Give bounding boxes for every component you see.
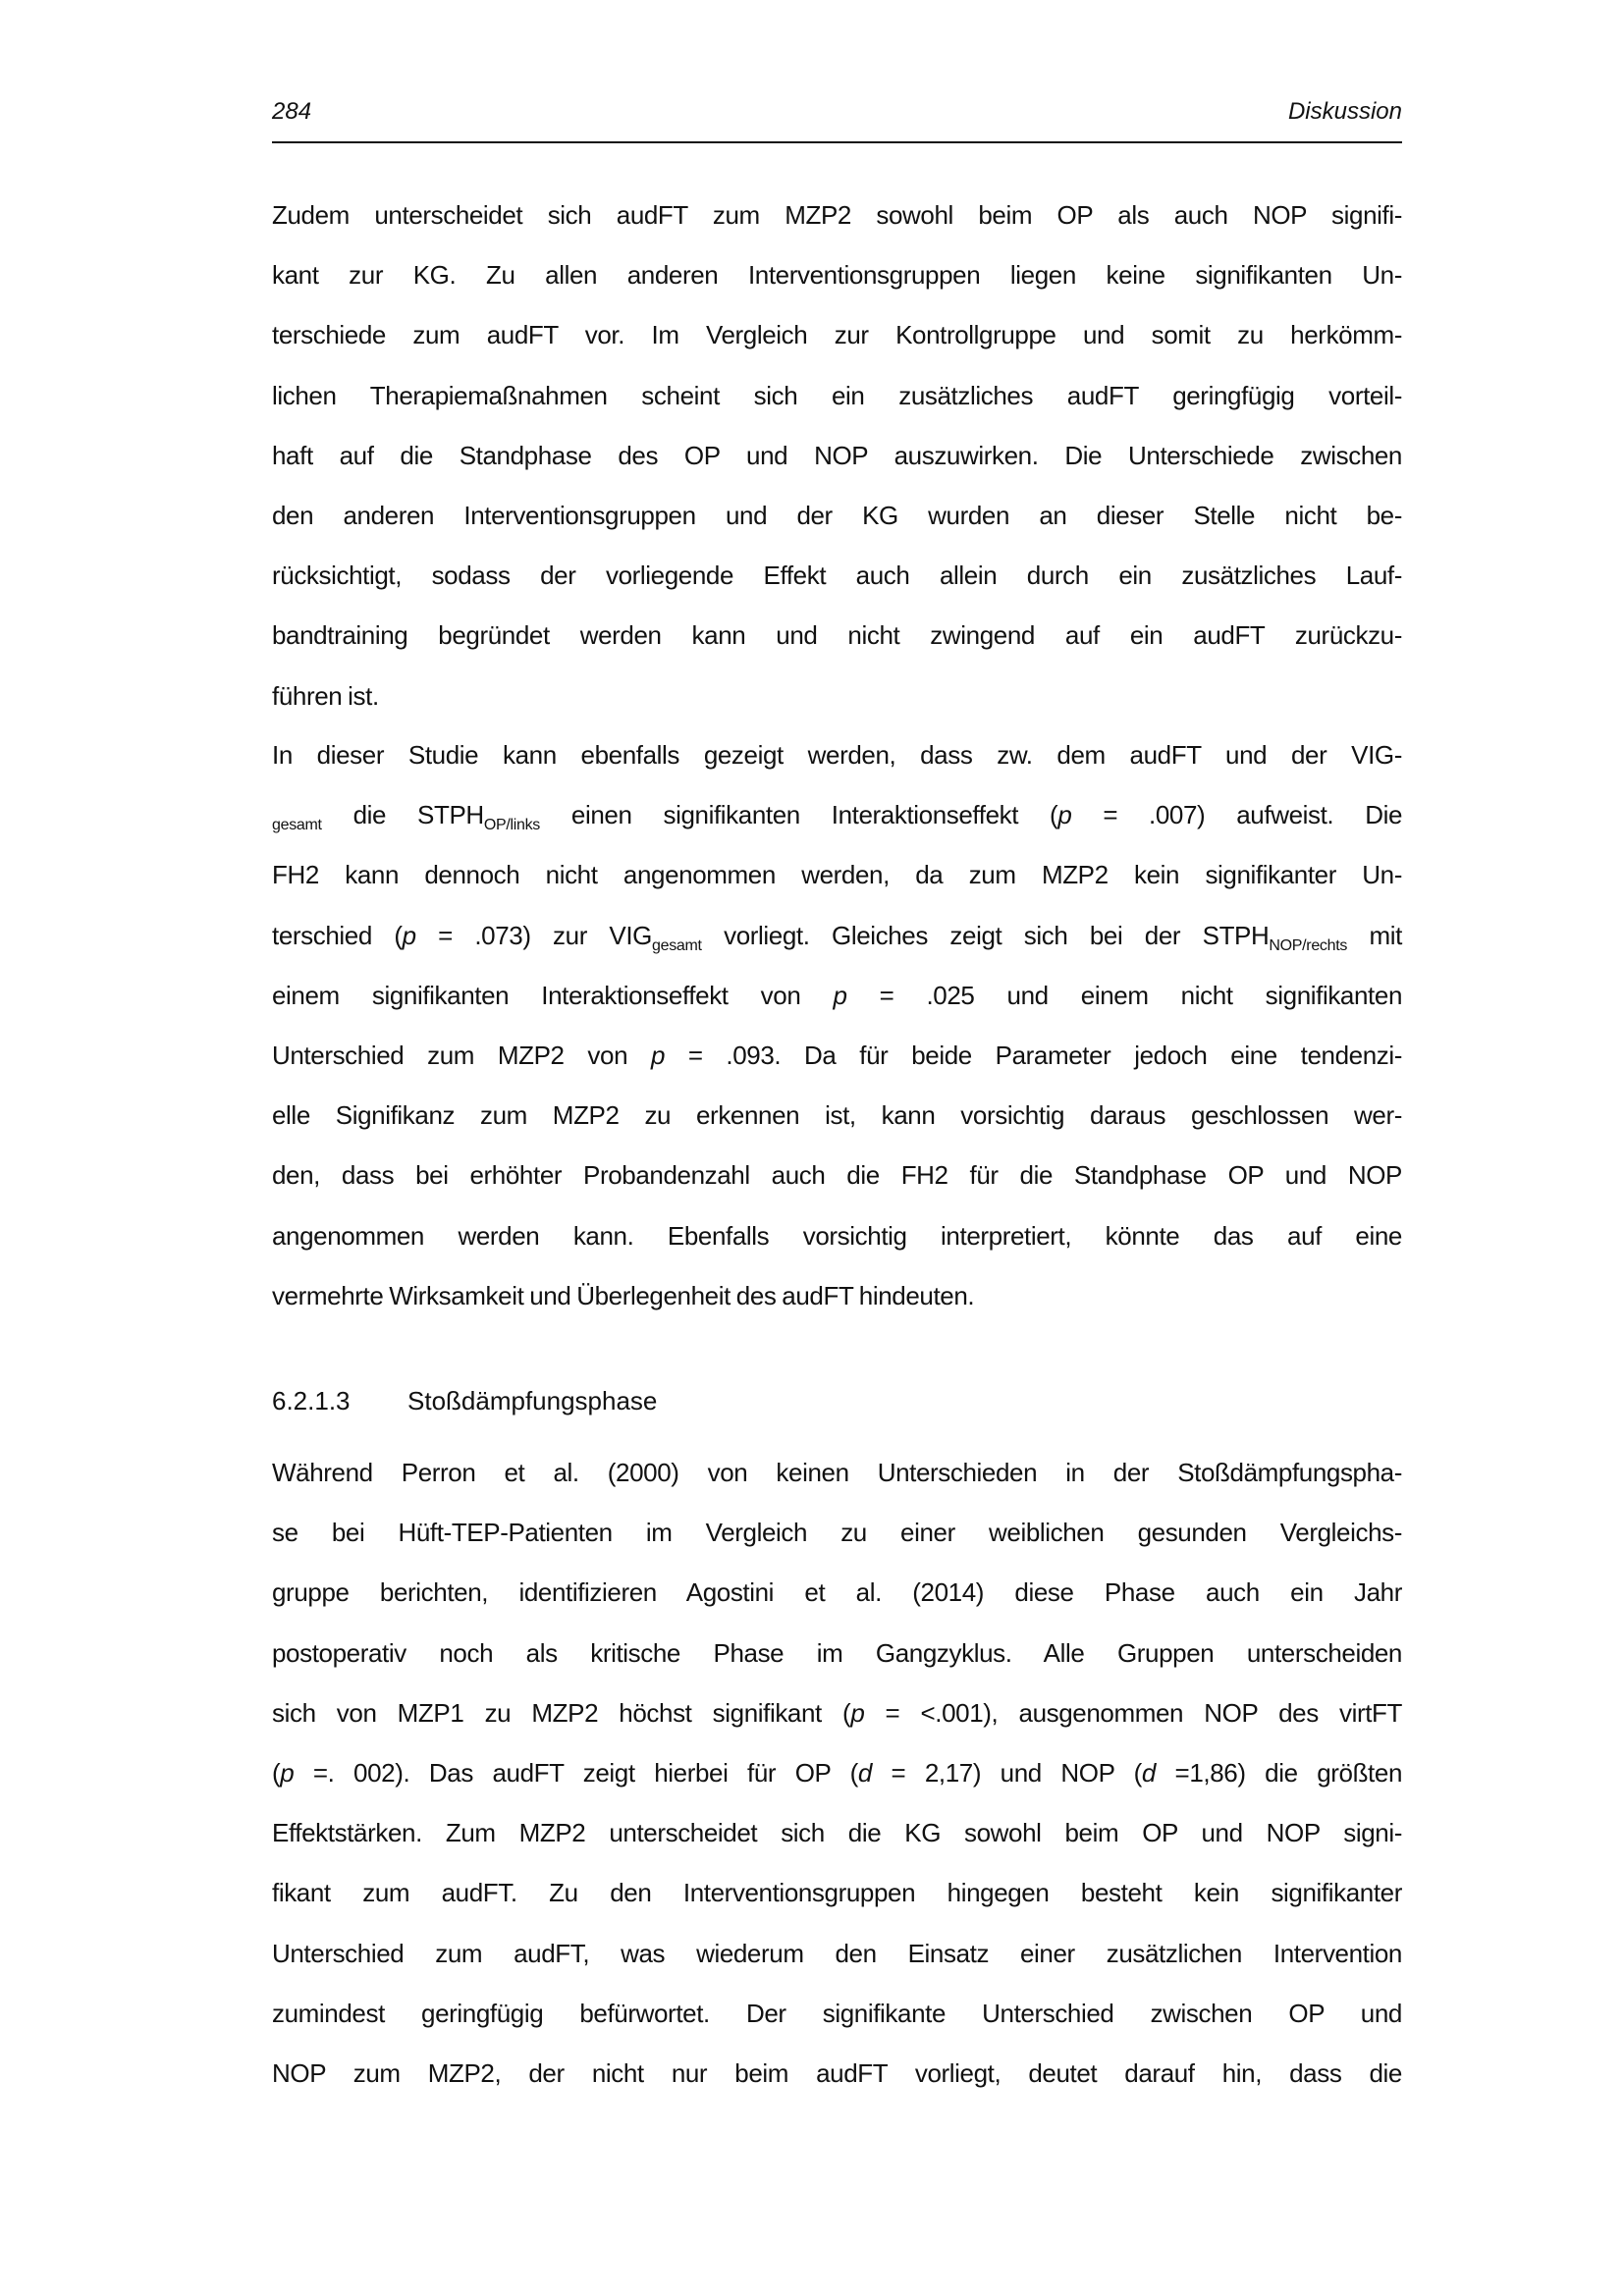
- header-rule: [272, 141, 1402, 143]
- text-run: führen ist.: [272, 680, 379, 711]
- text-run: fikant zum audFT. Zu den Interventionsgruppen hingegen besteht kein signifikanter: [272, 1878, 1402, 1908]
- italic-symbol: p: [280, 1758, 295, 1788]
- text-line: [272, 979, 1402, 1012]
- text-run: elle Signifikanz zum MZP2 zu erkennen ist, kann vorsichtig daraus geschlossen wer-: [272, 1100, 1402, 1131]
- text-run: postoperativ noch als kritische Phase im Gangzyklus. Alle Gruppen unterscheiden: [272, 1637, 1402, 1668]
- text-line: [272, 1279, 1402, 1312]
- text-line: [272, 1937, 1402, 1970]
- text-run: NOP zum MZP2, der nicht nur beim audFT vorliegt, deutet darauf hin, dass die: [272, 2058, 1402, 2088]
- text-line: [272, 2056, 1402, 2090]
- text-line: [272, 1636, 1402, 1670]
- text-run: Unterschied zum MZP2 von: [272, 1041, 651, 1070]
- subscript: NOP/rechts: [1269, 936, 1348, 954]
- italic-symbol: d: [1141, 1758, 1156, 1788]
- text-run: kant zur KG. Zu allen anderen Interventionsgruppen liegen keine signifikanten Un-: [272, 260, 1402, 291]
- text-line: [272, 679, 1402, 713]
- text-run: mit: [1347, 920, 1402, 950]
- italic-symbol: p: [850, 1697, 865, 1728]
- text-line: [272, 738, 1402, 772]
- text-line: [272, 618, 1402, 652]
- italic-symbol: p: [650, 1041, 666, 1070]
- running-header-section: Diskussion: [1287, 98, 1402, 125]
- subscript: gesamt: [272, 817, 322, 834]
- text-line: [272, 318, 1402, 351]
- text-run: Effektstärken. Zum MZP2 unterscheidet sich die KG sowohl beim OP und NOP signi-: [272, 1818, 1402, 1848]
- text-run: = .073) zur VIG: [415, 920, 653, 950]
- page-number: 284: [272, 98, 312, 125]
- text-line: [272, 798, 1402, 842]
- text-run: =. 002). Das audFT zeigt hierbei für OP (: [294, 1758, 858, 1788]
- text-run: rücksichtigt, sodass der vorliegende Effekt auch allein durch ein zusätzliches Lauf-: [272, 561, 1402, 591]
- text-line: [272, 559, 1402, 592]
- section-number: 6.2.1.3: [272, 1386, 351, 1415]
- section-title: Stoßdämpfungsphase: [407, 1386, 658, 1415]
- text-line: [272, 198, 1402, 232]
- text-run: =1,86) die größten: [1155, 1758, 1403, 1788]
- text-line: [272, 1219, 1402, 1253]
- text-line: [272, 1816, 1402, 1849]
- subscript: OP/links: [483, 817, 540, 834]
- text-line: [272, 1516, 1402, 1549]
- text-run: terschied (: [272, 920, 403, 950]
- text-line: [272, 1876, 1402, 1909]
- text-run: den, dass bei erhöhter Probandenzahl auch die FH2 für die Standphase OP und NOP: [272, 1160, 1402, 1191]
- text-line: [272, 258, 1402, 292]
- text-line: [272, 1456, 1402, 1489]
- text-run: gruppe berichten, identifizieren Agostini et al. (2014) diese Phase auch ein Jahr: [272, 1577, 1402, 1608]
- text-run: = .007) aufweist. Die: [1071, 800, 1403, 830]
- text-line: [272, 858, 1402, 891]
- text-line: [272, 1575, 1402, 1609]
- text-line: [272, 499, 1402, 532]
- text-line: [272, 379, 1402, 412]
- text-run: se bei Hüft-TEP-Patienten im Vergleich zu einer weiblichen gesunden Vergleichs-: [272, 1518, 1402, 1548]
- text-run: lichen Therapiemaßnahmen scheint sich ein zusätzliches audFT geringfügig vorteil-: [272, 380, 1402, 410]
- text-run: Während Perron et al. (2000) von keinen Unterschieden in der Stoßdämpfungspha-: [272, 1458, 1402, 1487]
- text-run: vermehrte Wirksamkeit und Überlegenheit des audFT hindeuten.: [272, 1280, 975, 1310]
- text-line: [272, 1756, 1402, 1789]
- text-line: [272, 439, 1402, 472]
- text-run: einem signifikanten Interaktionseffekt von: [272, 980, 834, 1010]
- text-run: terschiede zum audFT vor. Im Vergleich zur Kontrollgruppe und somit zu herkömm-: [272, 320, 1402, 350]
- text-run: (: [272, 1758, 281, 1788]
- text-line: [272, 919, 1402, 963]
- section-heading: [272, 1386, 657, 1416]
- text-run: sich von MZP1 zu MZP2 höchst signifikant (: [272, 1697, 851, 1728]
- text-run: den anderen Interventionsgruppen und der KG wurden an dieser Stelle nicht be-: [272, 501, 1402, 530]
- italic-symbol: d: [857, 1758, 872, 1788]
- text-run: bandtraining begründet werden kann und nicht zwingend auf ein audFT zurückzu-: [272, 620, 1402, 651]
- text-run: Zudem unterscheidet sich audFT zum MZP2 sowohl beim OP als auch NOP signifi-: [272, 200, 1402, 230]
- text-run: die STPH: [321, 800, 484, 830]
- text-line: [272, 1158, 1402, 1192]
- text-line: [272, 1997, 1402, 2030]
- text-line: [272, 1039, 1402, 1072]
- text-run: zumindest geringfügig befürwortet. Der signifikante Unterschied zwischen OP und: [272, 1998, 1402, 2028]
- text-run: = 2,17) und NOP (: [871, 1758, 1142, 1788]
- text-run: = .093. Da für beide Parameter jedoch eine tendenzi-: [665, 1041, 1402, 1070]
- text-run: haft auf die Standphase des OP und NOP auszuwirken. Die Unterschiede zwischen: [272, 440, 1402, 470]
- text-run: vorliegt. Gleiches zeigt sich bei der STPH: [701, 920, 1270, 950]
- text-line: [272, 1696, 1402, 1730]
- text-run: einen signifikanten Interaktionseffekt (: [539, 800, 1058, 830]
- italic-symbol: p: [1057, 800, 1072, 830]
- subscript: gesamt: [652, 936, 702, 954]
- text-run: = <.001), ausgenommen NOP des virtFT: [864, 1697, 1402, 1728]
- text-run: Unterschied zum audFT, was wiederum den Einsatz einer zusätzlichen Intervention: [272, 1938, 1402, 1968]
- italic-symbol: p: [402, 920, 416, 950]
- text-line: [272, 1098, 1402, 1132]
- text-run: In dieser Studie kann ebenfalls gezeigt werden, dass zw. dem audFT und der VIG-: [272, 740, 1402, 770]
- italic-symbol: p: [833, 980, 847, 1010]
- text-run: = .025 und einem nicht signifikanten: [846, 980, 1402, 1010]
- text-run: FH2 kann dennoch nicht angenommen werden, da zum MZP2 kein signifikanter Un-: [272, 860, 1402, 890]
- text-run: angenommen werden kann. Ebenfalls vorsichtig interpretiert, könnte das auf eine: [272, 1220, 1402, 1251]
